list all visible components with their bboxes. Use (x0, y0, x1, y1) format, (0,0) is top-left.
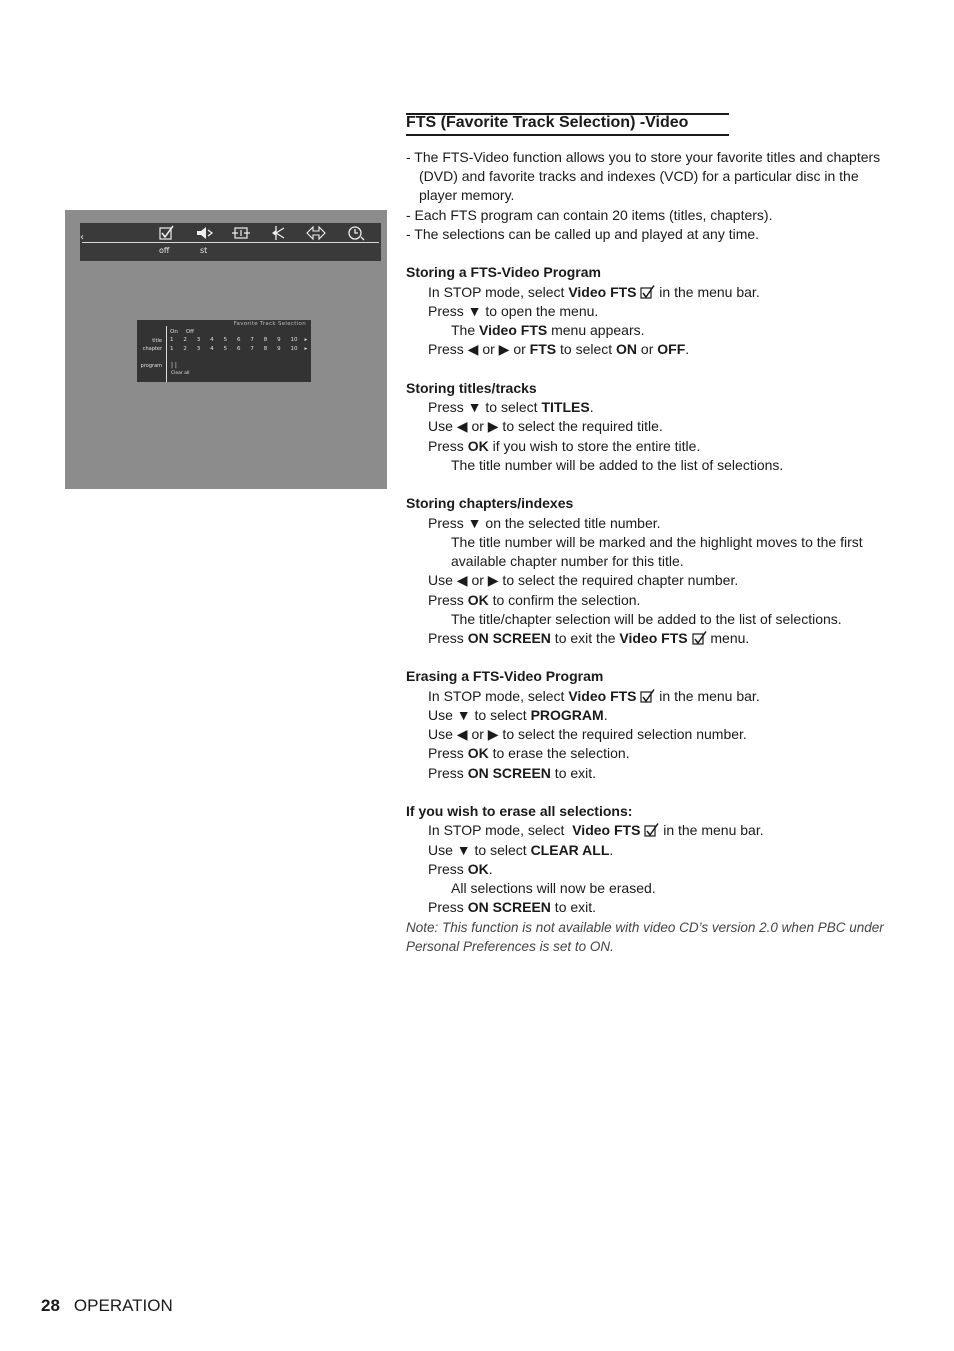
page-number: 28 (41, 1296, 60, 1315)
title-number[interactable]: 4 (210, 337, 214, 343)
screen-illustration (65, 210, 387, 489)
step-line: Press ◀ or ▶ or FTS to select ON or OFF. (428, 341, 690, 357)
timer-icon (346, 225, 366, 241)
next-arrow-icon[interactable]: ▸ (304, 346, 308, 352)
step-line: Press OK to erase the selection. (428, 745, 630, 761)
fts-state-value: off (159, 246, 170, 255)
step-line: Press ▼ to open the menu. (428, 303, 599, 319)
step-line: Press ON SCREEN to exit the Video FTS menu. (428, 630, 750, 646)
audio-icon (195, 225, 215, 241)
note-line: Personal Preferences is set to ON. (406, 939, 614, 954)
intro-line: - The selections can be called up and played at any time. (406, 226, 760, 242)
angle-icon (270, 225, 290, 241)
check-box-icon (640, 285, 655, 300)
menu-bar-divider (82, 242, 379, 243)
heading-underline (406, 134, 729, 136)
result-line: The title number will be marked and the highlight moves to the first (451, 534, 863, 550)
title-row-label: title (152, 338, 162, 344)
title-number[interactable]: 7 (250, 337, 254, 343)
step-line: Use ▼ to select CLEAR ALL. (428, 842, 614, 858)
step-line: Press OK to confirm the selection. (428, 592, 641, 608)
on-off-toggle[interactable] (170, 329, 202, 335)
audio-value: st (200, 246, 208, 255)
step-line: In STOP mode, select Video FTS in the menu bar. (428, 284, 760, 300)
result-line: All selections will now be erased. (451, 880, 656, 896)
title-number[interactable]: 6 (236, 337, 241, 343)
section-heading: Storing titles/tracks (406, 380, 537, 396)
step-line: Press OK. (428, 861, 493, 877)
section-heading: If you wish to erase all selections: (406, 803, 633, 819)
chapter-number[interactable]: 9 (277, 346, 281, 352)
chapter-number-row[interactable] (170, 346, 311, 352)
result-line: available chapter number for this title. (451, 553, 684, 569)
chapter-number[interactable]: 7 (250, 346, 254, 352)
fts-panel-title: Favorite Track Selection (233, 321, 306, 327)
section-heading: Storing a FTS-Video Program (406, 264, 601, 280)
subtitle-icon (231, 225, 251, 241)
step-line: Use ◀ or ▶ to select the required selection number. (428, 726, 747, 742)
panel-divider (166, 326, 167, 382)
section-heading: Storing chapters/indexes (406, 495, 574, 511)
fts-menu-panel (137, 320, 311, 382)
title-number[interactable]: 1 (170, 337, 174, 343)
chapter-number[interactable]: 1 (170, 346, 174, 352)
step-line: Use ▼ to select PROGRAM. (428, 707, 608, 723)
next-arrow-icon[interactable]: ▸ (304, 337, 308, 343)
intro-line: (DVD) and favorite tracks and indexes (VCD) for a particular disc in the (419, 168, 859, 184)
title-number[interactable]: 2 (183, 337, 187, 343)
chapter-row-label: chapter (142, 346, 162, 352)
title-number[interactable]: 5 (223, 337, 228, 343)
title-number[interactable]: 8 (263, 337, 268, 343)
step-line: Use ◀ or ▶ to select the required chapter number. (428, 572, 739, 588)
step-line: Press ▼ on the selected title number. (428, 515, 661, 531)
check-box-icon (644, 823, 659, 838)
result-line: The title number will be added to the list of selections. (451, 457, 784, 473)
chapter-number[interactable]: 4 (210, 346, 214, 352)
chapter-number[interactable]: 8 (263, 346, 268, 352)
title-number[interactable]: 10 (290, 337, 298, 343)
result-line: The title/chapter selection will be added to the list of selections. (451, 611, 842, 627)
title-number[interactable]: 3 (196, 337, 201, 343)
check-box-icon (640, 689, 655, 704)
off-option[interactable]: Off (185, 329, 194, 335)
program-entries[interactable]: | | (171, 362, 177, 369)
zoom-icon (306, 225, 326, 241)
on-option[interactable]: On (170, 329, 178, 335)
program-row-label: program (140, 363, 162, 369)
clear-all-button[interactable]: Clear all (171, 371, 190, 376)
result-line: The Video FTS menu appears. (451, 322, 645, 338)
left-arrow-icon: ‹ (80, 232, 84, 243)
section-name: OPERATION (73, 1296, 173, 1315)
chapter-number[interactable]: 5 (223, 346, 228, 352)
note-line: Note: This function is not available with video CD’s version 2.0 when PBC under (406, 920, 884, 935)
title-number[interactable]: 9 (277, 337, 281, 343)
chapter-number[interactable]: 6 (236, 346, 241, 352)
section-heading: Erasing a FTS-Video Program (406, 668, 604, 684)
step-line: Press ON SCREEN to exit. (428, 765, 597, 781)
step-line: Press OK if you wish to store the entire title. (428, 438, 701, 454)
title-number-row[interactable] (170, 337, 311, 343)
intro-line: - Each FTS program can contain 20 items (titles, chapters). (406, 207, 773, 223)
step-line: In STOP mode, select Video FTS in the menu bar. (428, 688, 760, 704)
step-line: Use ◀ or ▶ to select the required title. (428, 418, 663, 434)
chapter-number[interactable]: 10 (290, 346, 298, 352)
check-box-icon (157, 225, 177, 241)
step-line: Press ▼ to select TITLES. (428, 399, 594, 415)
page-title: FTS (Favorite Track Selection) -Video (406, 114, 689, 131)
check-box-icon (692, 631, 707, 646)
menu-bar (80, 223, 381, 261)
step-line: Press ON SCREEN to exit. (428, 899, 597, 915)
chapter-number[interactable]: 2 (183, 346, 187, 352)
intro-line: player memory. (419, 187, 515, 203)
intro-line: - The FTS-Video function allows you to store your favorite titles and chapters (406, 149, 881, 165)
chapter-number[interactable]: 3 (196, 346, 201, 352)
step-line: In STOP mode, select Video FTS in the menu bar. (428, 822, 764, 838)
page-footer (41, 1296, 173, 1316)
